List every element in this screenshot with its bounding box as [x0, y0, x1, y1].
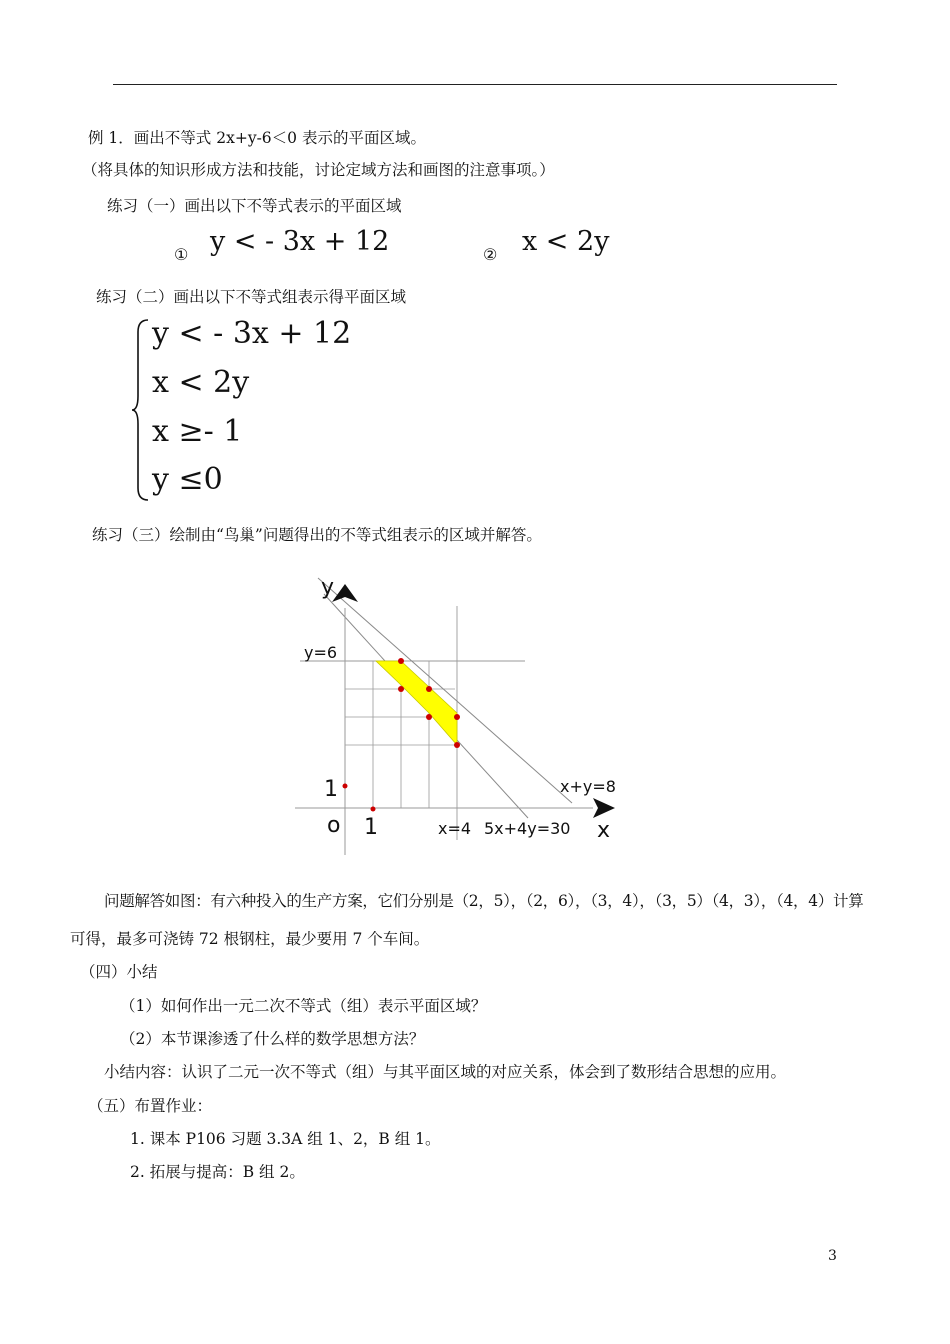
y-axis-label: y — [321, 575, 335, 600]
solution-point — [398, 658, 404, 664]
header-rule — [113, 84, 837, 85]
practice-2-title: 练习（二）画出以下不等式组表示得平面区域 — [96, 288, 407, 306]
summary-question-2: （2）本节课渗透了什么样的数学思想方法？ — [120, 1030, 425, 1048]
homework-item-1: 1. 课本 P106 习题 3.3A 组 1、2，B 组 1。 — [130, 1130, 441, 1148]
line-x-plus-y-8 — [318, 578, 572, 803]
summary-content: 小结内容：认识了二元一次不等式（组）与其平面区域的对应关系，体会到了数形结合思想的应用。 — [104, 1063, 787, 1081]
feasible-region — [376, 661, 457, 745]
label-x-plus-y-8: x+y=8 — [560, 777, 616, 796]
x-axis-label: x — [597, 818, 611, 843]
system-inequality-1: y < - 3x + 12 — [152, 316, 352, 351]
label-x4: x=4 — [438, 819, 472, 838]
solution-point — [426, 686, 432, 692]
y-axis-arrow — [332, 584, 358, 602]
answer-line-1: 问题解答如图：有六种投入的生产方案，它们分别是（2，5），（2，6），（3，4），（3，5）（4，3），（4，4）计算 — [104, 892, 864, 910]
label-y-tick-1: 1 — [324, 777, 338, 802]
solution-point — [426, 714, 432, 720]
practice-1-inequality-2: x < 2y — [522, 226, 610, 257]
teaching-note: （将具体的知识形成方法和技能，讨论定域方法和画图的注意事项。） — [82, 161, 555, 179]
system-inequality-3: x ≥- 1 — [152, 414, 243, 449]
solution-point — [454, 742, 460, 748]
system-brace — [130, 318, 152, 502]
unit-point-y — [343, 784, 348, 789]
system-inequality-4: y ≤0 — [152, 462, 223, 497]
solution-point — [398, 686, 404, 692]
practice-1-inequality-1: y < - 3x + 12 — [210, 226, 390, 257]
homework-heading: （五）布置作业： — [88, 1097, 213, 1115]
example-1-label: 例 1． — [88, 129, 134, 147]
feasible-region-figure — [290, 568, 640, 858]
summary-heading: （四）小结 — [80, 963, 158, 981]
practice-1-marker-1: ① — [174, 245, 189, 264]
unit-point-x — [371, 807, 376, 812]
homework-item-2: 2. 拓展与提高：B 组 2。 — [130, 1163, 305, 1181]
label-5x-4y-30: 5x+4y=30 — [484, 819, 571, 838]
practice-1-title: 练习（一）画出以下不等式表示的平面区域 — [107, 197, 402, 215]
x-axis-arrow — [593, 798, 615, 818]
label-x-tick-1: 1 — [364, 815, 378, 840]
system-inequality-2: x < 2y — [152, 365, 250, 400]
label-y6: y=6 — [304, 643, 338, 662]
label-origin: o — [327, 813, 341, 838]
example-1 — [88, 128, 426, 148]
page-number: 3 — [828, 1248, 837, 1264]
practice-1-marker-2: ② — [483, 245, 498, 264]
solution-point — [454, 714, 460, 720]
summary-question-1: （1）如何作出一元二次不等式（组）表示平面区域？ — [120, 997, 487, 1015]
answer-line-2: 可得，最多可浇铸 72 根钢柱，最少要用 7 个车间。 — [70, 930, 430, 948]
practice-3-title: 练习（三）绘制由“鸟巢”问题得出的不等式组表示的区域并解答。 — [92, 526, 542, 544]
example-1-text: 画出不等式 2x+y-6＜0 表示的平面区域。 — [133, 129, 426, 147]
